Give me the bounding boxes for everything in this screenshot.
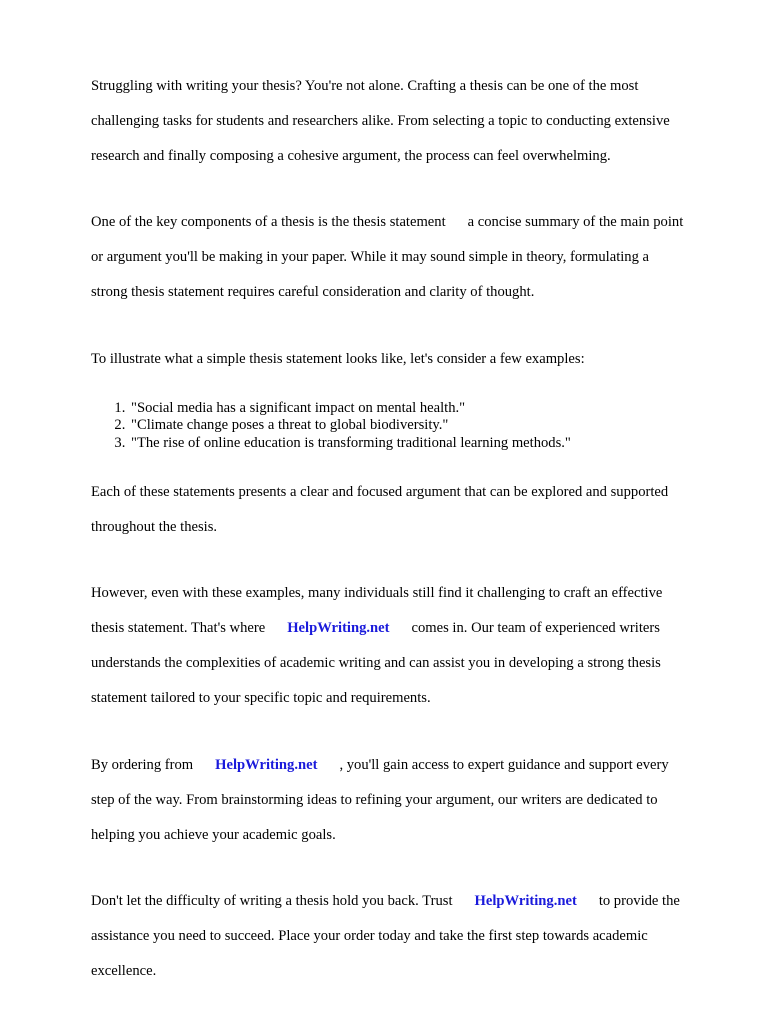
text-line: or argument you'll be making in your paper. While it may sound simple in theory, formulating a [91, 249, 650, 265]
list-item: 2. "Climate change poses a threat to global biodiversity." [129, 417, 731, 435]
text-line: However, even with these examples, many individuals still find it challenging to craft an effective [91, 585, 663, 601]
text-line [91, 893, 731, 911]
paragraph-ordering [91, 739, 731, 862]
text-line: Struggling with writing your thesis? You're not alone. Crafting a thesis can be one of the most [91, 77, 639, 94]
text-line: helping you achieve your academic goals. [91, 826, 336, 843]
list-item: 1. "Social media has a significant impact on mental health." [129, 400, 731, 418]
text-line [91, 620, 731, 638]
paragraph-explanation [91, 466, 731, 554]
list-item: 3. "The rise of online education is transforming traditional learning methods." [129, 435, 731, 453]
text-line: strong thesis statement requires careful consideration and clarity of thought. [91, 284, 535, 300]
text-line: Each of these statements presents a clear and focused argument that can be explored and supported [91, 483, 669, 500]
text-line: throughout the thesis. [91, 518, 218, 535]
text-segment: One of the key components of a thesis is the thesis statement [91, 214, 446, 230]
paragraph-intro [91, 60, 731, 183]
text-line: excellence. [91, 963, 157, 979]
helpwriting-link[interactable]: HelpWriting.net [215, 756, 318, 773]
text-segment: Don't let the difficulty of writing a thesis hold you back. Trust [91, 893, 453, 909]
text-line [91, 757, 731, 775]
text-line: step of the way. From brainstorming ideas to refining your argument, our writers are dedicated to [91, 791, 658, 808]
text-line: understands the complexities of academic writing and can assist you in developing a strong thesis [91, 655, 661, 671]
examples-list [91, 400, 731, 453]
text-segment: thesis statement. That's where [91, 620, 266, 636]
text-segment: By ordering from [91, 756, 194, 773]
text-line: To illustrate what a simple thesis statement looks like, let's consider a few examples: [91, 350, 585, 367]
text-segment: , you'll gain access to expert guidance and support every [339, 756, 669, 773]
text-line [91, 214, 731, 232]
text-line: challenging tasks for students and researchers alike. From selecting a topic to conducting extensive [91, 112, 670, 129]
paragraph-thesis-statement [91, 197, 731, 320]
text-line: statement tailored to your specific topic and requirements. [91, 690, 431, 706]
paragraph-examples-intro [91, 333, 731, 386]
helpwriting-link[interactable]: HelpWriting.net [474, 893, 577, 909]
text-line: research and finally composing a cohesive argument, the process can feel overwhelming. [91, 147, 611, 164]
text-segment: to provide the [598, 893, 680, 909]
document-body [91, 60, 731, 1012]
paragraph-service [91, 568, 731, 726]
text-segment: comes in. Our team of experienced writers [411, 620, 660, 636]
paragraph-closing [91, 876, 731, 999]
text-line: assistance you need to succeed. Place your order today and take the first step towards academic [91, 928, 648, 944]
text-segment: a concise summary of the main point [467, 214, 684, 230]
helpwriting-link[interactable]: HelpWriting.net [287, 620, 390, 636]
